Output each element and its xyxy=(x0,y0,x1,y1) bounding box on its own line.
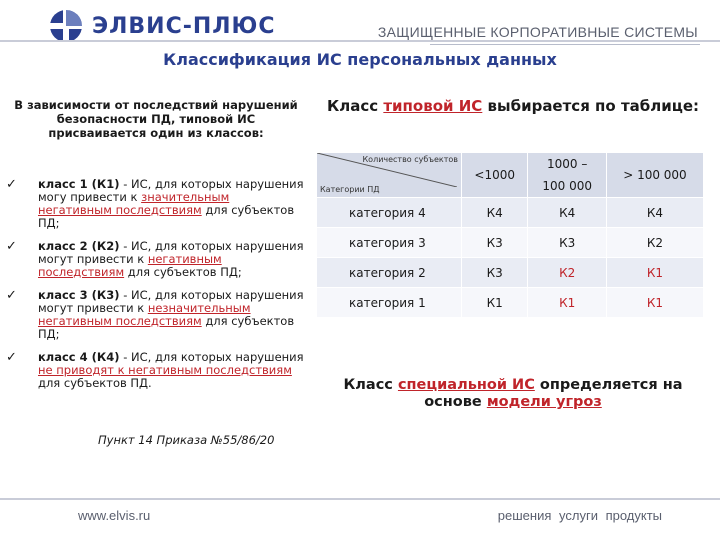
footer-url[interactable]: www.elvis.ru xyxy=(78,508,151,523)
value-cell: К4 xyxy=(606,198,703,228)
value-cell: К1 xyxy=(462,288,528,318)
value-cell-highlight: К1 xyxy=(606,288,703,318)
intro-text: В зависимости от последствий нарушений безопасности ПД, типовой ИС присваивается один из классов: xyxy=(14,98,298,140)
class-desc-end: для субъектов ПД; xyxy=(38,203,295,230)
logo-text: ЭЛВИС-ПЛЮС xyxy=(92,14,276,39)
special-class-note xyxy=(318,377,708,411)
category-cell: категория 2 xyxy=(317,258,462,288)
category-cell: категория 1 xyxy=(317,288,462,318)
class-name: класс 3 (К3) xyxy=(38,288,120,302)
heading-post: выбирается по таблице: xyxy=(482,97,700,115)
category-cell: категория 3 xyxy=(317,228,462,258)
class-desc-end: для субъектов ПД; xyxy=(124,265,242,279)
class-desc: - ИС, для которых нарушения могут привести к xyxy=(38,239,304,266)
class-list xyxy=(6,178,304,400)
column-header xyxy=(528,153,607,198)
value-cell: К4 xyxy=(462,198,528,228)
corner-bottom-label: Категории ПД xyxy=(320,185,380,194)
list-item xyxy=(6,178,304,230)
heading-highlight: типовой ИС xyxy=(383,97,483,115)
header-divider xyxy=(0,40,720,42)
order-reference: Пункт 14 Приказа №55/86/20 xyxy=(98,433,275,447)
list-item xyxy=(6,289,304,341)
checkmark-icon: ✓ xyxy=(6,239,17,254)
company-tagline: ЗАЩИЩЕННЫЕ КОРПОРАТИВНЫЕ СИСТЕМЫ xyxy=(377,24,698,40)
category-cell: категория 4 xyxy=(317,198,462,228)
class-name: класс 2 (К2) xyxy=(38,239,120,253)
special-pre: Класс xyxy=(343,377,398,393)
special-mid: определяется на основе xyxy=(424,377,683,410)
matrix-heading xyxy=(318,98,708,115)
table-row xyxy=(317,288,704,318)
class-desc: - ИС, для которых нарушения могут привести к xyxy=(38,288,304,315)
class-desc-end: для субъектов ПД. xyxy=(38,376,152,390)
table-row xyxy=(317,228,704,258)
column-header: > 100 000 xyxy=(606,153,703,198)
header xyxy=(0,0,720,50)
value-cell-highlight: К1 xyxy=(606,258,703,288)
footer-divider xyxy=(0,498,720,500)
checkmark-icon: ✓ xyxy=(6,177,17,192)
class-consequence: не приводят к негативным последствиям xyxy=(38,363,292,377)
heading-pre: Класс xyxy=(326,97,384,115)
value-cell: К3 xyxy=(462,228,528,258)
class-consequence: незначительным негативным последствиям xyxy=(38,301,251,328)
slide-title: Классификация ИС персональных данных xyxy=(163,50,557,69)
classification-matrix xyxy=(316,152,704,318)
column-header: <1000 xyxy=(462,153,528,198)
value-cell-highlight: К1 xyxy=(528,288,607,318)
list-item xyxy=(6,240,304,279)
special-highlight: специальной ИС xyxy=(397,377,535,393)
class-name: класс 1 (К1) xyxy=(38,177,120,191)
checkmark-icon: ✓ xyxy=(6,350,17,365)
globe-logo-icon xyxy=(48,8,84,44)
list-item xyxy=(6,351,304,390)
value-cell: К4 xyxy=(528,198,607,228)
value-cell: К3 xyxy=(528,228,607,258)
value-cell-highlight: К2 xyxy=(528,258,607,288)
class-name: класс 4 (К4) xyxy=(38,350,120,364)
matrix-corner-cell xyxy=(317,153,462,198)
class-desc: - ИС, для которых нарушения xyxy=(119,350,304,364)
matrix-header-row xyxy=(317,153,704,198)
value-cell: К3 xyxy=(462,258,528,288)
class-desc-end: для субъектов ПД; xyxy=(38,314,295,341)
value-cell: К2 xyxy=(606,228,703,258)
special-highlight-2: модели угроз xyxy=(486,394,602,410)
class-desc: - ИС, для которых нарушения могу привести к xyxy=(38,177,304,204)
table-row xyxy=(317,258,704,288)
footer-tags: решения услуги продукты xyxy=(497,508,662,523)
class-consequence: негативным последствиям xyxy=(38,252,222,279)
class-consequence: значительным негативным последствиям xyxy=(38,190,230,217)
column-header-line1: 1000 – xyxy=(546,157,588,171)
checkmark-icon: ✓ xyxy=(6,288,17,303)
corner-top-label: Количество субъектов xyxy=(362,155,458,164)
table-row xyxy=(317,198,704,228)
column-header-line2: 100 000 xyxy=(542,179,592,193)
header-accent-divider xyxy=(430,44,700,45)
